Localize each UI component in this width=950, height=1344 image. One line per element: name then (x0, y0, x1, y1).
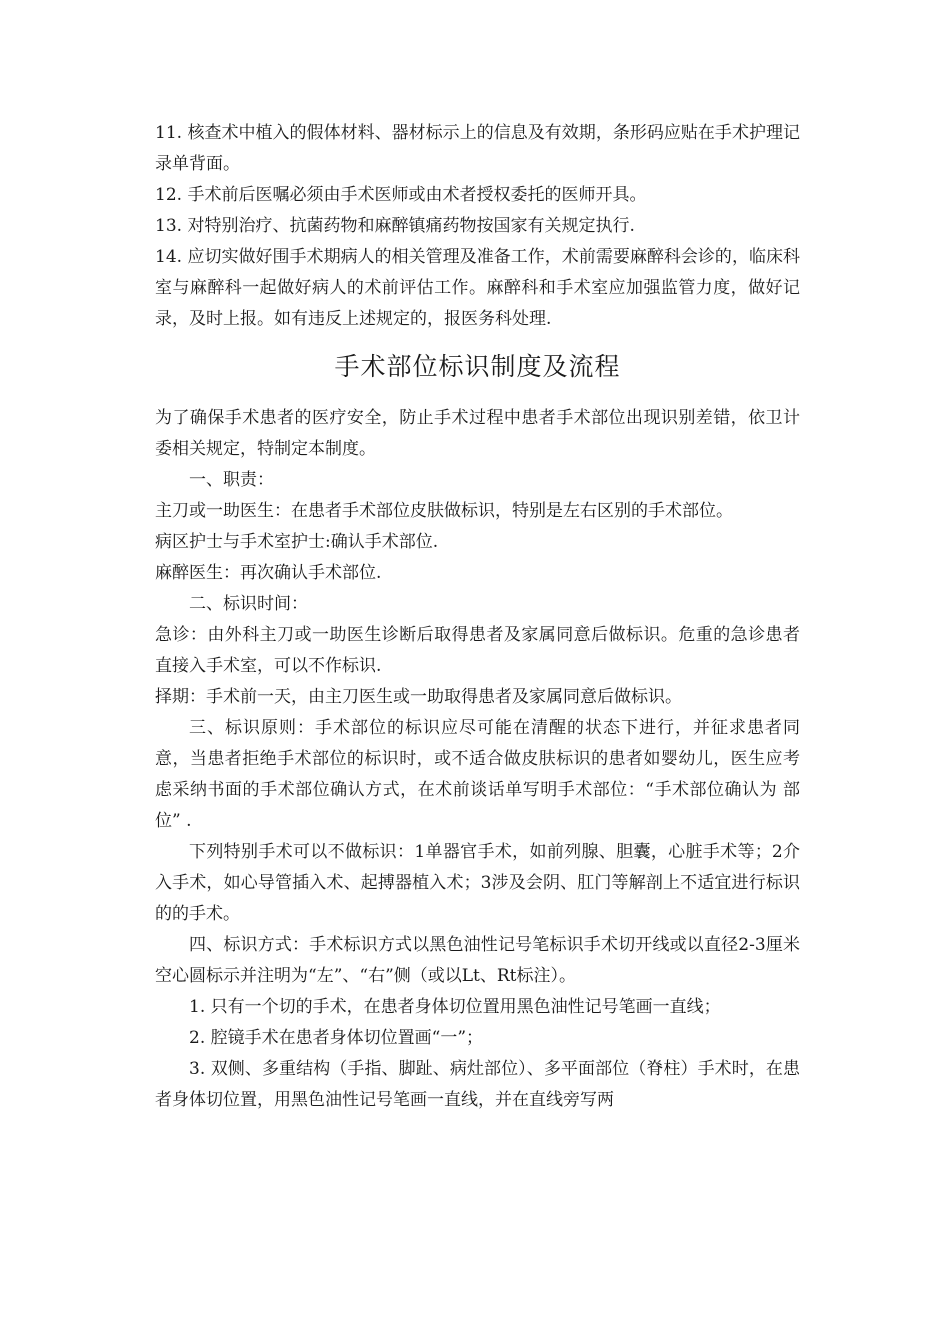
section-principle: 三、标识原则：手术部位的标识应尽可能在清醒的状态下进行，并征求患者同意，当患者拒绝手术部位的标识时，或不适合做皮肤标识的患者如婴幼儿，医生应考虑采纳书面的手术部位确认方式，在术前谈话单写明手术部位：“手术部位确认为 部位” . (155, 718, 800, 831)
duty-anesthesiologist: 麻醉医生：再次确认手术部位. (155, 563, 382, 583)
list-item-13: 13. 对特别治疗、抗菌药物和麻醉镇痛药物按国家有关规定执行. (155, 216, 635, 236)
duty-surgeon: 主刀或一助医生：在患者手术部位皮肤做标识，特别是左右区别的手术部位。 (155, 501, 733, 521)
method-item-3: 3. 双侧、多重结构（手指、脚趾、病灶部位）、多平面部位（脊柱）手术时，在患者身体切位置，用黑色油性记号笔画一直线，并在直线旁写两 (155, 1059, 800, 1110)
list-item-11: 11. 核查术中植入的假体材料、器材标示上的信息及有效期，条形码应贴在手术护理记录单背面。 (155, 123, 800, 174)
intro-paragraph: 为了确保手术患者的医疗安全，防止手术过程中患者手术部位出现识别差错，依卫计委相关规定，特制定本制度。 (155, 408, 800, 459)
section-method: 四、标识方式：手术标识方式以黑色油性记号笔标识手术切开线或以直径2-3厘米空心圆标示并注明为“左”、“右”侧（或以Lt、Rt标注）。 (155, 935, 800, 986)
list-item-14: 14. 应切实做好围手术期病人的相关管理及准备工作，术前需要麻醉科会诊的，临床科室与麻醉科一起做好病人的术前评估工作。麻醉科和手术室应加强监管力度，做好记录，及时上报。如有违反上述规定的，报医务科处理. (155, 247, 800, 329)
document-body (155, 118, 800, 1116)
timing-elective: 择期：手术前一天，由主刀医生或一助取得患者及家属同意后做标识。 (155, 687, 682, 707)
method-item-2: 2. 腔镜手术在患者身体切位置画“一”； (189, 1028, 484, 1048)
list-item-12: 12. 手术前后医嘱必须由手术医师或由术者授权委托的医师开具。 (155, 185, 647, 205)
method-item-1: 1. 只有一个切的手术，在患者身体切位置用黑色油性记号笔画一直线； (189, 997, 721, 1017)
section-exceptions: 下列特别手术可以不做标识：1单器官手术，如前列腺、胆囊，心脏手术等；2介入手术，如心导管插入术、起搏器植入术；3涉及会阴、肛门等解剖上不适宜进行标识的的手术。 (155, 842, 800, 924)
duty-nurses: 病区护士与手术室护士:确认手术部位. (155, 532, 439, 552)
section-heading-duties: 一、职责： (189, 470, 274, 490)
timing-emergency: 急诊：由外科主刀或一助医生诊断后取得患者及家属同意后做标识。危重的急诊患者直接入手术室，可以不作标识. (155, 625, 800, 676)
document-title: 手术部位标识制度及流程 (334, 352, 621, 381)
section-heading-timing: 二、标识时间： (189, 594, 308, 614)
